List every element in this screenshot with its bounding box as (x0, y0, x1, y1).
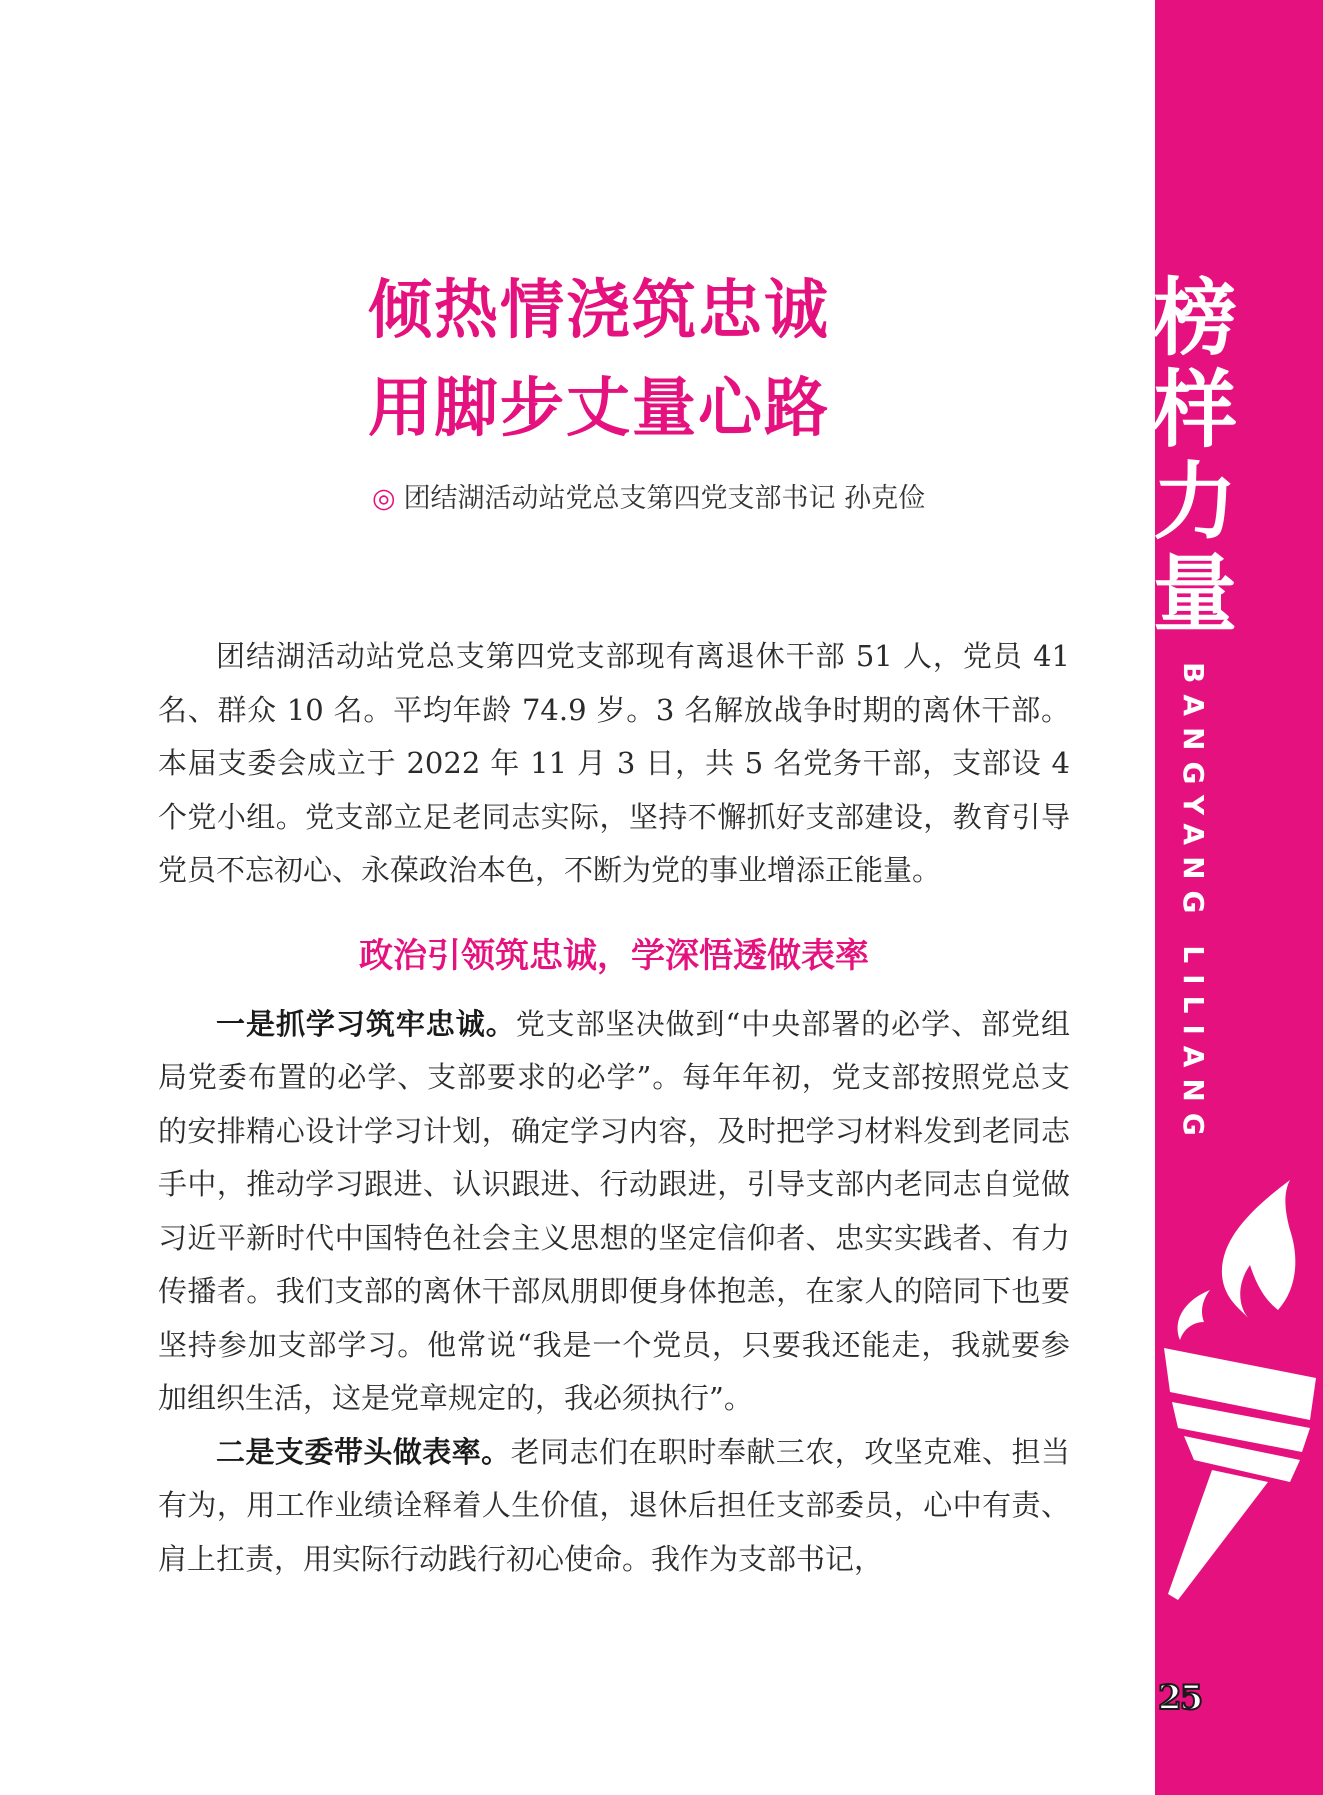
section-heading: 政治引领筑忠诚，学深悟透做表率 (359, 935, 869, 976)
title-line: 用脚步丈量心路 (368, 371, 830, 446)
paragraph-lead: 二是支委带头做表率。 (216, 1434, 511, 1469)
page-number: 25 (1158, 1678, 1202, 1718)
section-title-char: 力 (1152, 452, 1237, 551)
paragraph-lead: 一是抓学习筑牢忠诚。 (216, 1006, 516, 1041)
byline-text: 团结湖活动站党总支第四党支部书记 孙克俭 (403, 483, 926, 514)
bullseye-icon: ◎ (372, 483, 396, 514)
paragraph-text: 党支部坚决做到“中央部署的必学、部党组局党委布置的必学、支部要求的必学”。每年年初，党支部按照党总支的安排精心设计学习计划，确定学习内容，及时把学习材料发到老同志手中，推动学习跟进、认识跟进、行动跟进，引导支部内老同志自觉做习近平新时代中国特色社会主义思想的坚定信仰者、忠实实践者、有力传播者。我们支部的离休干部凤朋即便身体抱恙，在家人的陪同下也要坚持参加支部学习。他常说“我是一个党员，只要我还能走，我就要参加组织生活，这是党章规定的，我必须执行”。 (158, 1006, 1070, 1415)
article-title (368, 262, 928, 458)
section-pinyin: BANGYANG LILIANG (1177, 662, 1210, 1147)
section-title-char: 量 (1152, 544, 1237, 643)
torch-icon (1150, 1170, 1323, 1600)
author-byline (372, 476, 925, 515)
title-line: 倾热情浇筑忠诚 (368, 273, 830, 348)
paragraph (158, 998, 1070, 1426)
section-title-char: 榜 (1152, 268, 1237, 367)
section-title-char: 样 (1152, 360, 1237, 459)
section-title-vertical (1152, 268, 1238, 643)
article-body (158, 630, 1070, 1586)
paragraph (158, 1426, 1070, 1587)
intro-paragraph: 团结湖活动站党总支第四党支部现有离退休干部 51 人，党员 41 名、群众 10 名。平均年龄 74.9 岁。3 名解放战争时期的离休干部。本届支委会成立于 2022 年 11 月 3 日，共 5 名党务干部，支部设 4 个党小组。党支部立足老同志实际，坚持不懈抓好支部建设，教育引导党员不忘初心、永葆政治本色，不断为党的事业增添正能量。 (158, 639, 1070, 887)
paragraph-text: 老同志们在职时奉献三农，攻坚克难、担当有为，用工作业绩诠释着人生价值，退休后担任支部委员，心中有责、肩上扛责，用实际行动践行初心使命。我作为支部书记， (158, 1434, 1070, 1576)
